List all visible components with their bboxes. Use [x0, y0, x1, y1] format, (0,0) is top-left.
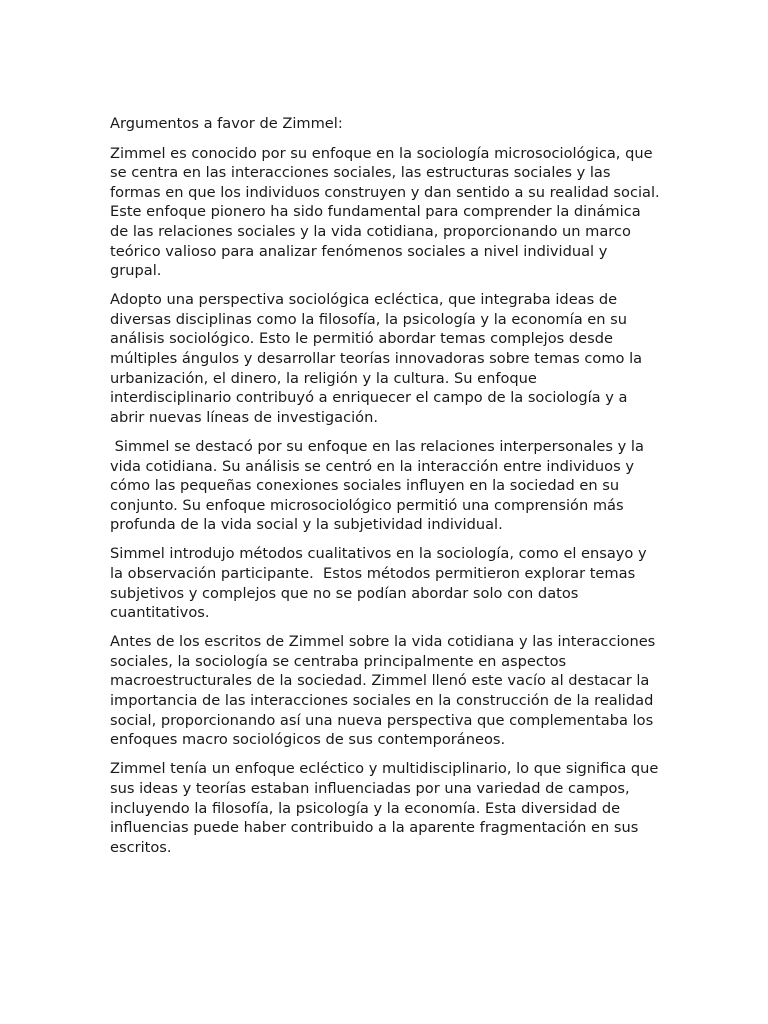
paragraph-2: Adopto una perspectiva sociológica ecléctica, que integraba ideas de diversas disciplinas como la filosofía, la psicología y la economía en su análisis sociológico. Esto le permitió abordar temas complejos desde múltiples ángulos y desarrollar teorías innovadoras sobre temas como la urbanización, el dinero, la religión y la cultura. Su enfoque interdisciplinario contribuyó a enriquecer el campo de la sociología y a abrir nuevas líneas de investigación. — [110, 291, 647, 426]
paragraph-1: Zimmel es conocido por su enfoque en la sociología microsociológica, que se centra en las interacciones sociales, las estructuras sociales y las formas en que los individuos construyen y dan sentido a su realidad social. Este enfoque pionero ha sido fundamental para comprender la dinámica de las relaciones sociales y la vida cotidiana, proporcionando un marco teórico valioso para analizar fenómenos sociales a nivel individual y grupal. — [110, 144, 665, 280]
document-heading: Argumentos a favor de Zimmel: — [110, 115, 343, 132]
paragraph-6: Zimmel tenía un enfoque ecléctico y multidisciplinario, lo que significa que sus ideas y teorías estaban influenciadas por una variedad de campos, incluyendo la filosofía, la psicología y la economía. Esta diversidad de influencias puede haber contribuido a la aparente fragmentación en sus escritos. — [110, 760, 664, 856]
paragraph-3: Simmel se destacó por su enfoque en las relaciones interpersonales y la vida cotidiana. Su análisis se centró en la interacción entre individuos y cómo las pequeñas conexiones sociales influyen en la sociedad en su conjunto. Su enfoque microsociológico permitió una comprensión más profunda de la vida social y la subjetividad individual. — [110, 437, 649, 534]
document-body — [110, 114, 665, 867]
paragraph-5: Antes de los escritos de Zimmel sobre la vida cotidiana y las interacciones sociales, la sociología se centraba principalmente en aspectos macroestructurales de la sociedad. Zimmel llenó este vacío al destacar la importancia de las interacciones sociales en la construcción de la realidad social, proporcionando así una nueva perspectiva que complementaba los enfoques macro sociológicos de sus contemporáneos. — [110, 633, 660, 749]
paragraph-4: Simmel introdujo métodos cualitativos en la sociología, como el ensayo y la observación participante. Estos métodos permitieron explorar temas subjetivos y complejos que no se podían abordar solo con datos cuantitativos. — [110, 545, 652, 622]
